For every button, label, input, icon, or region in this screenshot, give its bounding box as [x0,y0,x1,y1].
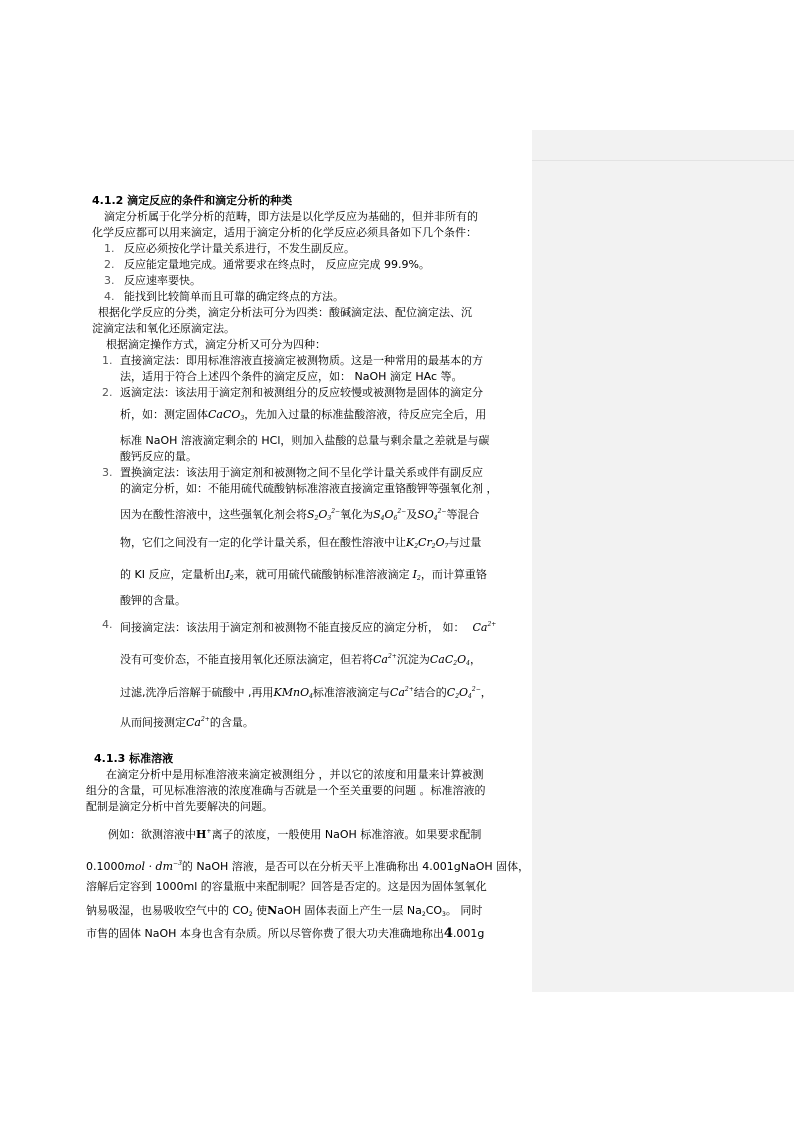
formula-sub: 3 [327,515,332,522]
formula-sub: 2 [455,693,460,700]
paragraph-line [86,904,482,922]
text-run: 的含量。 [209,716,254,729]
comment-margin-pane [532,130,794,992]
formula-sup: 2− [437,508,447,515]
method-back-line [120,408,486,426]
formula-sup: 2+ [200,716,210,723]
paragraph-line: 配制是滴定分析中首先要解决的问题。 [86,800,273,813]
formula-sup: 2− [397,508,407,515]
formula-cac2o4 [430,653,470,666]
formula-text: SO [417,508,434,521]
text-run: ， [469,653,481,666]
formula-text: I [225,568,230,581]
paragraph-line: 滴定分析属于化学分析的范畴，即方法是以化学反应为基础的，但并非所有的 [104,210,478,223]
formula-sup: 2+ [487,621,497,628]
text-run: ，而计算重铬 [420,568,487,581]
list-number: 1. [104,242,115,255]
text-run: 市售的固体 NaOH 本身也含有杂质。所以尽管你费了很大功夫准确地称出 [86,927,444,940]
comment-margin-header [532,130,794,161]
text-run: 析，如：测定固体 [120,408,208,421]
method-direct-line: 直接滴定法：即用标准溶液直接滴定被测物质。这是一种常用的最基本的方 [120,354,483,367]
formula-ca2plus [473,621,497,634]
text-run: .001g [452,927,485,940]
list-number: 2. [102,386,113,399]
formula-caco3 [208,408,244,421]
paragraph-line: 组分的含量，可见标准溶液的浓度准确与否就是一个至关重要的问题 。标准溶液的 [86,784,486,797]
formula-text: Ca [389,686,405,699]
method-back-line: 酸钙反应的量。 [120,450,197,463]
paragraph-line: 在滴定分析中是用标准溶液来滴定被测组分 ，并以它的浓度和用量来计算被测 [106,768,484,781]
formula-n: N [267,904,278,917]
formula-text: Ca [186,716,201,729]
text-run: 例如：欲测溶液中 [108,828,196,841]
formula-bold-4: 4 [443,926,453,941]
text-run: 的 NaOH 溶液，是否可以在分析天平上准确称出 4.001gNaOH 固体， [181,860,530,873]
paragraph-line: 根据化学反应的分类，滴定分析法可分为四类：酸碱滴定法、配位滴定法、沉 [98,306,472,319]
formula-c2o4 [447,686,481,699]
formula-text: CaCO [208,408,241,421]
formula-text: mol · dm [124,860,174,873]
method-replace-line: 的滴定分析，如：不能用硫代硫酸钠标准溶液直接滴定重铬酸钾等强氧化剂 ， [120,482,498,495]
formula-sub: 4 [380,515,385,522]
formula-text: Cr [418,536,432,549]
formula-text: KMnO [273,686,310,699]
method-replace-line [120,568,487,586]
text-run: 间接滴定法：该法用于滴定剂和被测物不能直接反应的滴定分析， 如： [120,621,465,634]
paragraph-line [108,825,481,842]
formula-sub: 2 [314,515,319,522]
formula-text: S [373,508,381,521]
formula-text: O [435,536,445,549]
formula-unit [125,860,182,873]
formula-i2 [225,568,233,581]
text-run: 离子的浓度，一般使用 NaOH 标准溶液。如果要求配制 [211,828,482,841]
method-replace-line [120,536,481,554]
formula-sub: 3 [240,415,245,422]
paragraph-line [86,927,484,941]
formula-i2 [413,568,421,581]
formula-sup: 2+ [387,653,397,660]
formula-sub: 2 [417,575,421,582]
text-run: ，先加入过量的标准盐酸溶液，待反应完全后，用 [244,408,487,421]
formula-ca2plus [186,716,210,729]
paragraph-line: 淀滴定法和氧化还原滴定法。 [92,322,235,335]
formula-so4 [417,508,446,521]
formula-sub: 2 [229,575,234,582]
formula-kmno4 [274,686,313,699]
text-run: 沉淀为 [396,653,430,666]
text-run: 没有可变价态，不能直接用氧化还原法滴定，但若将 [120,653,373,666]
formula-sup: −3 [173,860,182,867]
text-run: 等混合 [446,508,480,521]
list-number: 3. [102,466,113,479]
formula-text: I [412,568,417,581]
text-run: aOH 固体表面上产生一层 Na [277,904,422,917]
condition-item-2 [104,258,430,272]
formula-sub: 2 [453,660,458,667]
text-run: 因为在酸性溶液中，这些强氧化剂会将 [120,508,307,521]
paragraph-line [86,857,529,874]
formula-k2cr2o7 [406,536,448,549]
paragraph-line: 根据滴定操作方式，滴定分析又可分为四种： [106,338,326,351]
text-run: CO [425,904,443,917]
list-number: 4. [104,290,115,303]
method-direct-line: 法，适用于符合上述四个条件的滴定反应，如： NaOH 滴定 HAc 等。 [120,370,463,383]
list-text: 反应速率要快。 [124,274,201,287]
text-run: 从而间接测定 [120,716,186,729]
text-run: 来，就可用硫代硫酸钠标准溶液滴定 [233,568,410,581]
formula-sup: 2− [331,508,341,515]
formula-s2o3 [307,508,340,521]
formula-sub: 4 [468,693,472,700]
formula-text: S [307,508,315,521]
formula-sup: 2+ [404,686,414,693]
list-number: 2. [104,258,115,271]
formula-ca2plus [373,653,397,666]
list-text: 反应能定量地完成。通常要求在终点时， 反应应完成 99.9%。 [124,258,430,271]
list-number: 4. [102,618,113,631]
formula-sub: 2 [431,543,436,550]
text-run: 使 [252,904,268,917]
condition-item-3 [104,274,201,288]
formula-text: O [457,653,467,666]
text-run: 0.1000 [86,860,125,873]
text-run: 结合的 [413,686,447,699]
formula-sub: 4 [466,660,470,667]
formula-s4o6 [373,508,406,521]
formula-sub: 7 [444,543,449,550]
paragraph-line: 化学反应都可以用来滴定，适用于滴定分析的化学反应必须具备如下几个条件： [92,226,477,239]
method-back-line: 返滴定法：该法用于滴定剂和被测组分的反应较慢或被测物是固体的滴定分 [120,386,483,399]
formula-sub: 4 [309,693,313,700]
method-indirect-line [120,713,254,730]
formula-text: O [384,508,394,521]
formula-sup: 2− [471,686,481,693]
condition-item-1 [104,242,355,256]
formula-text: K [406,536,415,549]
method-replace-line: 置换滴定法：该法用于滴定剂和被测物之间不呈化学计量关系或伴有副反应 [120,466,483,479]
paragraph-line: 溶解后定容到 1000ml 的容量瓶中来配制呢？回答是否定的。这是因为固体氢氧化 [86,880,487,893]
formula-sub: 6 [393,515,398,522]
formula-h: H [196,828,207,841]
list-number: 3. [104,274,115,287]
text-run: 与过量 [448,536,482,549]
list-number: 1. [102,354,113,367]
formula-text: CaC [429,653,454,666]
formula-text: Ca [472,621,488,634]
method-replace-line: 酸钾的含量。 [120,594,186,607]
text-run: 氧化为 [340,508,374,521]
list-text: 能找到比较简单而且可靠的确定终点的方法。 [124,290,344,303]
text-run: 物，它们之间没有一定的化学计量关系，但在酸性溶液中让 [120,536,406,549]
formula-sub: 3 [442,911,446,918]
formula-sub: 4 [433,515,438,522]
method-indirect-line [120,683,492,704]
section-heading-4-1-2: 4.1.2 滴定反应的条件和滴定分析的种类 [92,194,293,207]
text-run: 及 [406,508,418,521]
text-run: 的 KI 反应，定量析出 [120,568,226,581]
formula-text: Ca [373,653,388,666]
text-run: 过滤,洗净后溶解于硫酸中 ,再用 [120,686,274,699]
text-run: 钠易吸湿，也易吸收空气中的 CO [86,904,249,917]
method-indirect-line [120,650,481,671]
text-run: ， [480,686,492,699]
method-back-line: 标准 NaOH 溶液滴定剩余的 HCl，则加入盐酸的总量与剩余量之差就是与碳 [120,434,490,447]
section-heading-4-1-3: 4.1.3 标准溶液 [94,752,174,765]
method-indirect-line [120,618,496,635]
text-run: 。 同时 [445,904,483,917]
formula-sub: 2 [414,543,419,550]
formula-sub: 2 [421,911,426,918]
formula-text: C [446,686,456,699]
formula-ca2plus [390,686,414,699]
formula-text: O [459,686,469,699]
formula-sub: 2 [248,911,253,918]
formula-sup: + [206,828,212,835]
text-run: 标准溶液滴定与 [312,686,390,699]
list-text: 反应必须按化学计量关系进行，不发生副反应。 [124,242,355,255]
condition-item-4 [104,290,344,304]
method-replace-line [120,505,479,526]
formula-text: O [318,508,328,521]
